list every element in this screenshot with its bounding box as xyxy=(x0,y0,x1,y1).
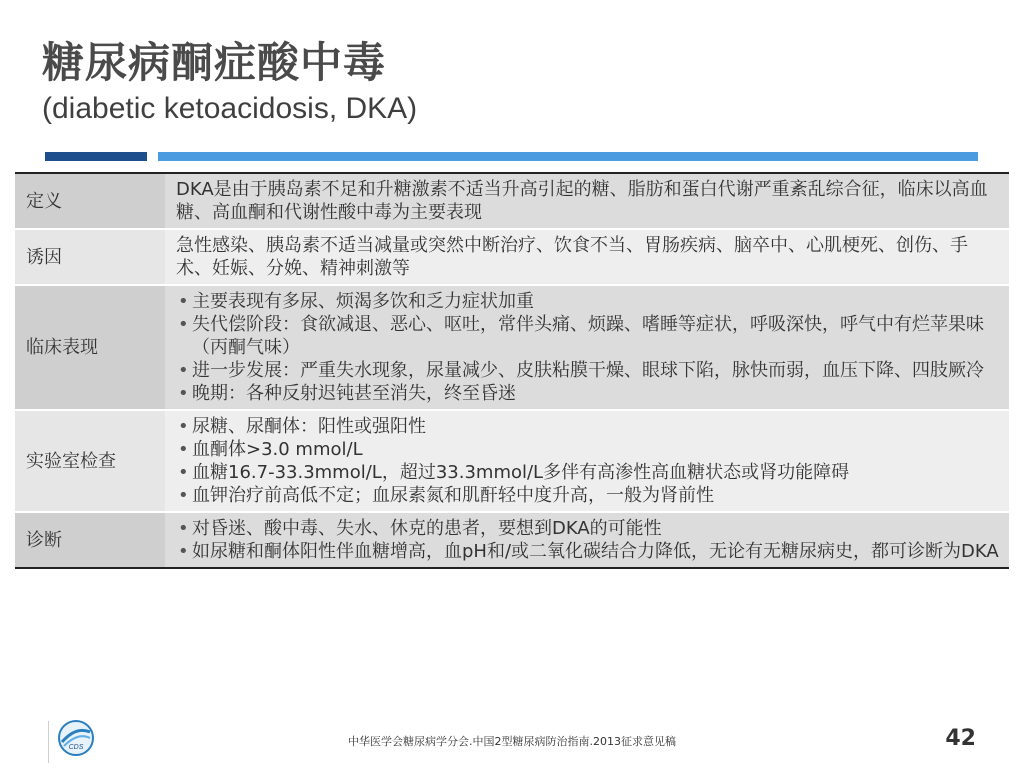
row-bullets xyxy=(165,512,1009,568)
source-citation: 中华医学会糖尿病学分会.中国2型糖尿病防治指南.2013征求意见稿 xyxy=(348,735,676,748)
page-number: 42 xyxy=(945,726,976,751)
dka-table xyxy=(15,172,1009,569)
row-text: DKA是由于胰岛素不足和升糖激素不适当升高引起的糖、脂肪和蛋白代谢严重紊乱综合征，临床以高血糖、高血酮和代谢性酸中毒为主要表现 xyxy=(165,173,1009,229)
row-bullets xyxy=(165,410,1009,512)
list-item: • 失代偿阶段：食欲减退、恶心、呕吐，常伴头痛、烦躁、嗜睡等症状，呼吸深快，呼气中有烂苹果味（丙酮气味） xyxy=(176,313,999,359)
row-label: 临床表现 xyxy=(15,285,165,410)
list-item: • 尿糖、尿酮体：阳性或强阳性 xyxy=(176,415,999,438)
row-label: 诱因 xyxy=(15,229,165,285)
bullet-list xyxy=(176,415,999,507)
slide-subtitle: (diabetic ketoacidosis, DKA) xyxy=(42,92,418,125)
table-row-causes xyxy=(15,229,1009,285)
table-row-clinical xyxy=(15,285,1009,410)
list-item: • 血钾治疗前高低不定；血尿素氮和肌酐轻中度升高，一般为肾前性 xyxy=(176,484,999,507)
accent-bar-dark xyxy=(45,152,147,161)
logo-text: CDS xyxy=(68,744,84,751)
row-label: 定义 xyxy=(15,173,165,229)
list-item: • 进一步发展：严重失水现象，尿量减少、皮肤粘膜干燥、眼球下陷，脉快而弱，血压下降、四肢厥冷 xyxy=(176,359,999,382)
list-item: • 如尿糖和酮体阳性伴血糖增高，血pH和/或二氧化碳结合力降低，无论有无糖尿病史，都可诊断为DKA xyxy=(176,540,999,563)
accent-bar-light xyxy=(158,152,978,161)
row-bullets xyxy=(165,285,1009,410)
list-item: • 对昏迷、酸中毒、失水、休克的患者，要想到DKA的可能性 xyxy=(176,517,999,540)
list-item: • 血糖16.7-33.3mmol/L，超过33.3mmol/L多伴有高渗性高血糖状态或肾功能障碍 xyxy=(176,461,999,484)
row-text: 急性感染、胰岛素不适当减量或突然中断治疗、饮食不当、胃肠疾病、脑卒中、心肌梗死、创伤、手术、妊娠、分娩、精神刺激等 xyxy=(165,229,1009,285)
bullet-list xyxy=(176,517,999,563)
table-row-lab xyxy=(15,410,1009,512)
table-row-diagnosis xyxy=(15,512,1009,568)
row-label: 诊断 xyxy=(15,512,165,568)
list-item: • 晚期：各种反射迟钝甚至消失，终至昏迷 xyxy=(176,382,999,405)
bullet-list xyxy=(176,290,999,405)
list-item: • 主要表现有多尿、烦渴多饮和乏力症状加重 xyxy=(176,290,999,313)
slide-title: 糖尿病酮症酸中毒 xyxy=(42,38,387,87)
list-item: • 血酮体>3.0 mmol/L xyxy=(176,438,999,461)
row-label: 实验室检查 xyxy=(15,410,165,512)
table-row-definition xyxy=(15,173,1009,229)
